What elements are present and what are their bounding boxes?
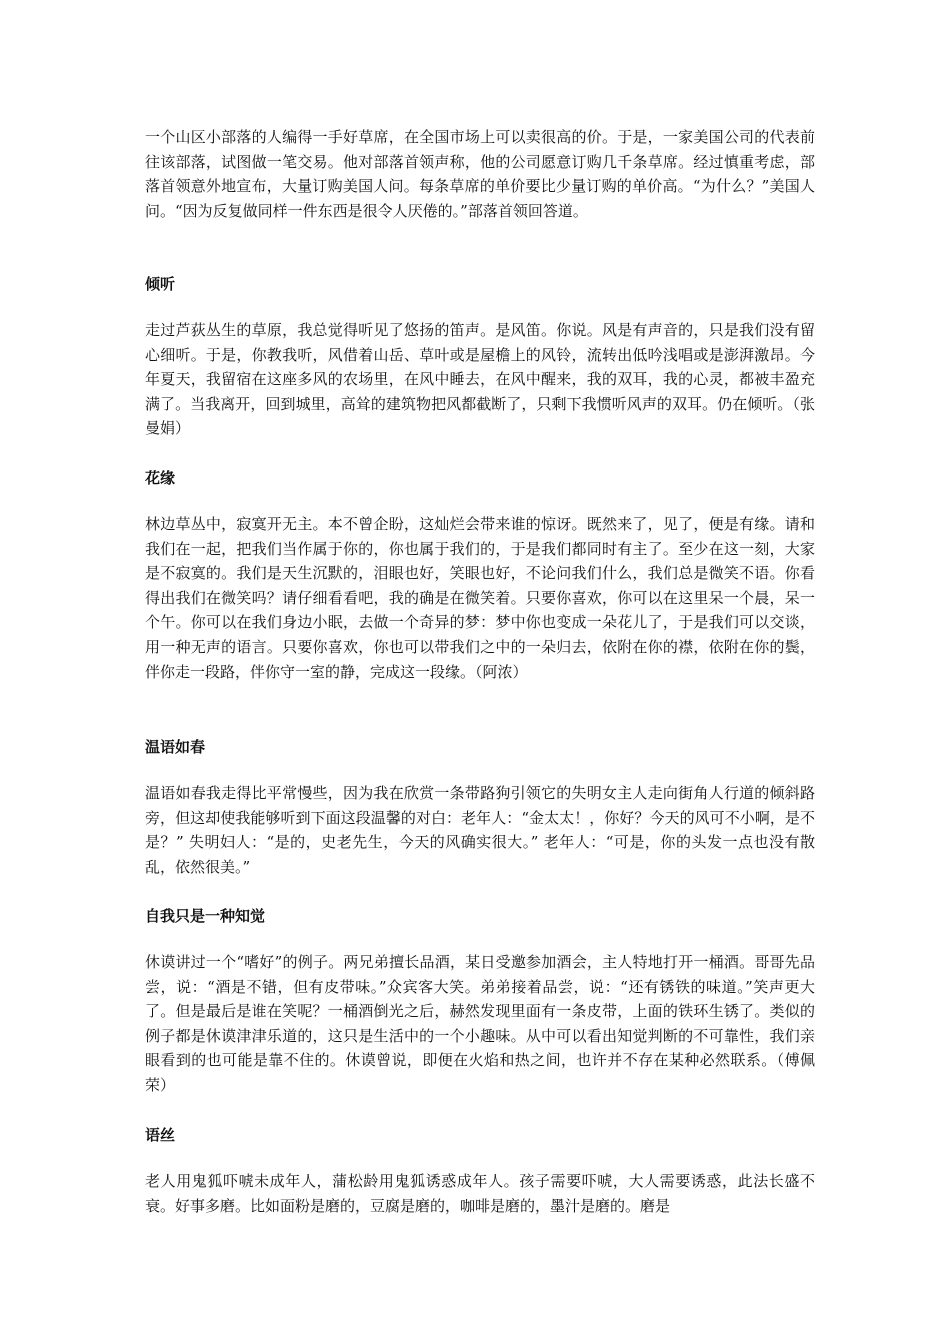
paragraph-straw-mat-story: 一个山区小部落的人编得一手好草席，在全国市场上可以卖很高的价。于是，一家美国公司的代表前往该部落，试图做一笔交易。他对部落首领声称，他的公司愿意订购几千条草席。经过慎重考虑，部落首领意外地宣布，大量订购美国人问。每条草席的单价要比少量订购的单价高。“为什么？”美国人问。“因为反复做同样一件东西是很令人厌倦的。”部落首领回答道。 bbox=[145, 128, 815, 220]
paragraph-words: 老人用鬼狐吓唬未成年人，蒲松龄用鬼狐诱惑成年人。孩子需要吓唬，大人需要诱惑，此法长盛不衰。好事多磨。比如面粉是磨的，豆腐是磨的，咖啡是磨的，墨汁是磨的。磨是 bbox=[145, 1172, 815, 1215]
paragraph-warm-words: 温语如春我走得比平常慢些，因为我在欣赏一条带路狗引领它的失明女主人走向街角人行道的倾斜路旁，但这却使我能够听到下面这段温馨的对白：老年人：“金太太！，你好？今天的风可不小啊，是不是？” 失明妇人：“是的，史老先生，今天的风确实很大。” 老年人：“可是，你的头发一点也没有散乱，依然很美。” bbox=[145, 784, 815, 876]
heading-words: 语丝 bbox=[145, 1126, 176, 1144]
paragraph-self-perception: 休谟讲过一个“嗜好”的例子。两兄弟擅长品酒，某日受邀参加酒会，主人特地打开一桶酒。哥哥先品尝，说：“酒是不错，但有皮带味。”众宾客大笑。弟弟接着品尝，说：“还有锈铁的味道。”笑声更大了。但是最后是谁在笑呢？一桶酒倒光之后，赫然发现里面有一条皮带，上面的铁环生锈了。类似的例子都是休谟津津乐道的，这只是生活中的一个小趣味。从中可以看出知觉判断的不可靠性，我们亲眼看到的也可能是靠不住的。休谟曾说，即便在火焰和热之间，也许并不存在某种必然联系。（傅佩荣） bbox=[145, 953, 815, 1094]
paragraph-listening: 走过芦荻丛生的草原，我总觉得听见了悠扬的笛声。是风笛。你说。风是有声音的，只是我们没有留心细听。于是，你教我听，风借着山岳、草叶或是屋檐上的风铃，流转出低吟浅唱或是澎湃激昂。今年夏天，我留宿在这座多风的农场里，在风中睡去，在风中醒来，我的双耳，我的心灵，都被丰盈充满了。当我离开，回到城里，高耸的建筑物把风都截断了，只剩下我惯听风声的双耳。仍在倾听。（张曼娟） bbox=[145, 321, 815, 438]
heading-warm-words: 温语如春 bbox=[145, 738, 206, 756]
paragraph-flower-fate: 林边草丛中，寂寞开无主。本不曾企盼，这灿烂会带来谁的惊讶。既然来了，见了，便是有缘。请和我们在一起，把我们当作属于你的，你也属于我们的，于是我们都同时有主了。至少在这一刻，大家是不寂寞的。我们是天生沉默的，泪眼也好，笑眼也好，不论问我们什么，我们总是微笑不语。你看得出我们在微笑吗？请仔细看看吧，我的确是在微笑着。只要你喜欢，你可以在这里呆一个晨，呆一个午。你可以在我们身边小眠，去做一个奇异的梦：梦中你也变成一朵花儿了，于是我们可以交谈，用一种无声的语言。只要你喜欢，你也可以带我们之中的一朵归去，依附在你的襟，依附在你的鬓，伴你走一段路，伴你守一室的静，完成这一段缘。（阿浓） bbox=[145, 515, 815, 681]
heading-listening: 倾听 bbox=[145, 275, 176, 293]
heading-flower-fate: 花缘 bbox=[145, 469, 176, 487]
heading-self-perception: 自我只是一种知觉 bbox=[145, 907, 266, 925]
